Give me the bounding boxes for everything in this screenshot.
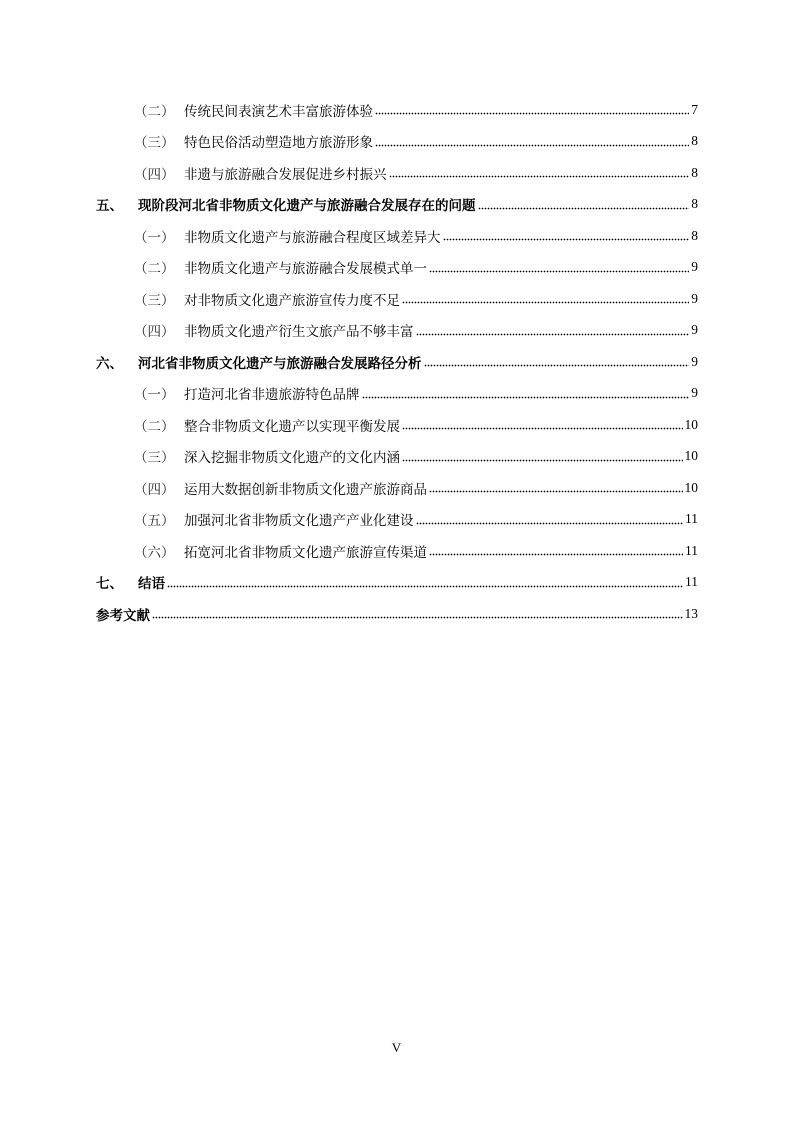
dot-leader <box>429 545 683 556</box>
toc-entry[interactable] <box>96 504 698 536</box>
dot-leader <box>478 199 690 210</box>
table-of-contents <box>96 94 698 630</box>
toc-entry-number: （四） <box>134 324 175 341</box>
toc-entry-page: 8 <box>691 164 698 180</box>
toc-entry-number: （四） <box>134 166 175 183</box>
toc-entry-title: 拓宽河北省非物质文化遗产旅游宣传渠道 <box>184 544 427 561</box>
toc-entry[interactable] <box>96 157 698 189</box>
toc-entry-page: 9 <box>691 385 698 401</box>
toc-entry-title: 加强河北省非物质文化遗产产业化建设 <box>184 513 414 530</box>
toc-entry-number: 五、 <box>96 198 123 215</box>
toc-entry-title: 传统民间表演艺术丰富旅游体验 <box>184 103 373 120</box>
toc-entry-title: 打造河北省非遗旅游特色品牌 <box>184 387 360 404</box>
toc-entry[interactable] <box>96 126 698 158</box>
toc-entry[interactable] <box>96 283 698 315</box>
toc-entry-number: （五） <box>134 513 175 530</box>
toc-entry[interactable] <box>96 441 698 473</box>
toc-entry-number: （三） <box>134 135 175 152</box>
toc-entry-title: 现阶段河北省非物质文化遗产与旅游融合发展存在的问题 <box>138 198 476 215</box>
toc-chapter-entry[interactable] <box>96 189 698 221</box>
toc-entry-title: 整合非物质文化遗产以实现平衡发展 <box>184 418 400 435</box>
dot-leader <box>402 419 683 430</box>
toc-entry[interactable] <box>96 472 698 504</box>
dot-leader <box>443 230 690 241</box>
toc-entry-page: 13 <box>684 605 698 621</box>
dot-leader <box>402 451 683 462</box>
toc-entry-title: 非物质文化遗产衍生文旅产品不够丰富 <box>184 324 414 341</box>
toc-entry[interactable] <box>96 220 698 252</box>
dot-leader <box>402 293 689 304</box>
page-number-footer: V <box>391 1040 402 1055</box>
toc-entry-title: 深入挖掘非物质文化遗产的文化内涵 <box>184 450 400 467</box>
dot-leader <box>424 356 690 367</box>
toc-entry-page: 11 <box>685 542 698 558</box>
toc-entry-number: （二） <box>134 261 175 278</box>
toc-entry-number: 七、 <box>96 576 123 593</box>
toc-entry-number: 六、 <box>96 355 123 372</box>
toc-entry-page: 10 <box>684 448 698 464</box>
toc-entry-title: 河北省非物质文化遗产与旅游融合发展路径分析 <box>138 355 422 372</box>
toc-entry-page: 8 <box>691 196 698 212</box>
dot-leader <box>416 514 684 525</box>
toc-entry-number: （一） <box>134 387 175 404</box>
toc-entry-page: 7 <box>691 101 698 117</box>
toc-entry[interactable] <box>96 94 698 126</box>
toc-entry-number: （二） <box>134 103 175 120</box>
toc-entry-page: 11 <box>685 574 698 590</box>
dot-leader <box>429 262 689 273</box>
toc-entry[interactable] <box>96 409 698 441</box>
dot-leader <box>389 167 690 178</box>
toc-entry-title: 结语 <box>138 576 165 593</box>
dot-leader <box>362 388 690 399</box>
toc-entry-title: 对非物质文化遗产旅游宣传力度不足 <box>184 292 400 309</box>
toc-entry-page: 10 <box>684 479 698 495</box>
toc-entry-title: 参考文献 <box>96 607 150 624</box>
toc-entry-number: （三） <box>134 450 175 467</box>
toc-entry-title: 非遗与旅游融合发展促进乡村振兴 <box>184 166 387 183</box>
toc-entry-title: 特色民俗活动塑造地方旅游形象 <box>184 135 373 152</box>
dot-leader <box>152 608 683 619</box>
toc-entry-number: （六） <box>134 544 175 561</box>
toc-entry-number: （四） <box>134 481 175 498</box>
dot-leader <box>375 136 689 147</box>
toc-entry-page: 11 <box>685 511 698 527</box>
toc-entry-page: 9 <box>691 259 698 275</box>
toc-entry-number: （一） <box>134 229 175 246</box>
toc-entry-page: 8 <box>691 227 698 243</box>
dot-leader <box>416 325 690 336</box>
toc-references-entry[interactable] <box>96 598 698 630</box>
toc-chapter-entry[interactable] <box>96 346 698 378</box>
dot-leader <box>429 482 683 493</box>
toc-entry-title: 非物质文化遗产与旅游融合发展模式单一 <box>184 261 427 278</box>
toc-entry-page: 9 <box>691 353 698 369</box>
dot-leader <box>375 104 689 115</box>
toc-entry-title: 非物质文化遗产与旅游融合程度区域差异大 <box>184 229 441 246</box>
toc-entry-number: （三） <box>134 292 175 309</box>
toc-chapter-entry[interactable] <box>96 567 698 599</box>
toc-entry-page: 8 <box>691 133 698 149</box>
toc-entry[interactable] <box>96 378 698 410</box>
toc-entry-page: 9 <box>691 322 698 338</box>
toc-entry[interactable] <box>96 252 698 284</box>
toc-entry-title: 运用大数据创新非物质文化遗产旅游商品 <box>184 481 427 498</box>
dot-leader <box>167 577 683 588</box>
toc-entry-number: （二） <box>134 418 175 435</box>
toc-entry[interactable] <box>96 535 698 567</box>
toc-entry-page: 9 <box>691 290 698 306</box>
toc-entry[interactable] <box>96 315 698 347</box>
toc-entry-page: 10 <box>684 416 698 432</box>
